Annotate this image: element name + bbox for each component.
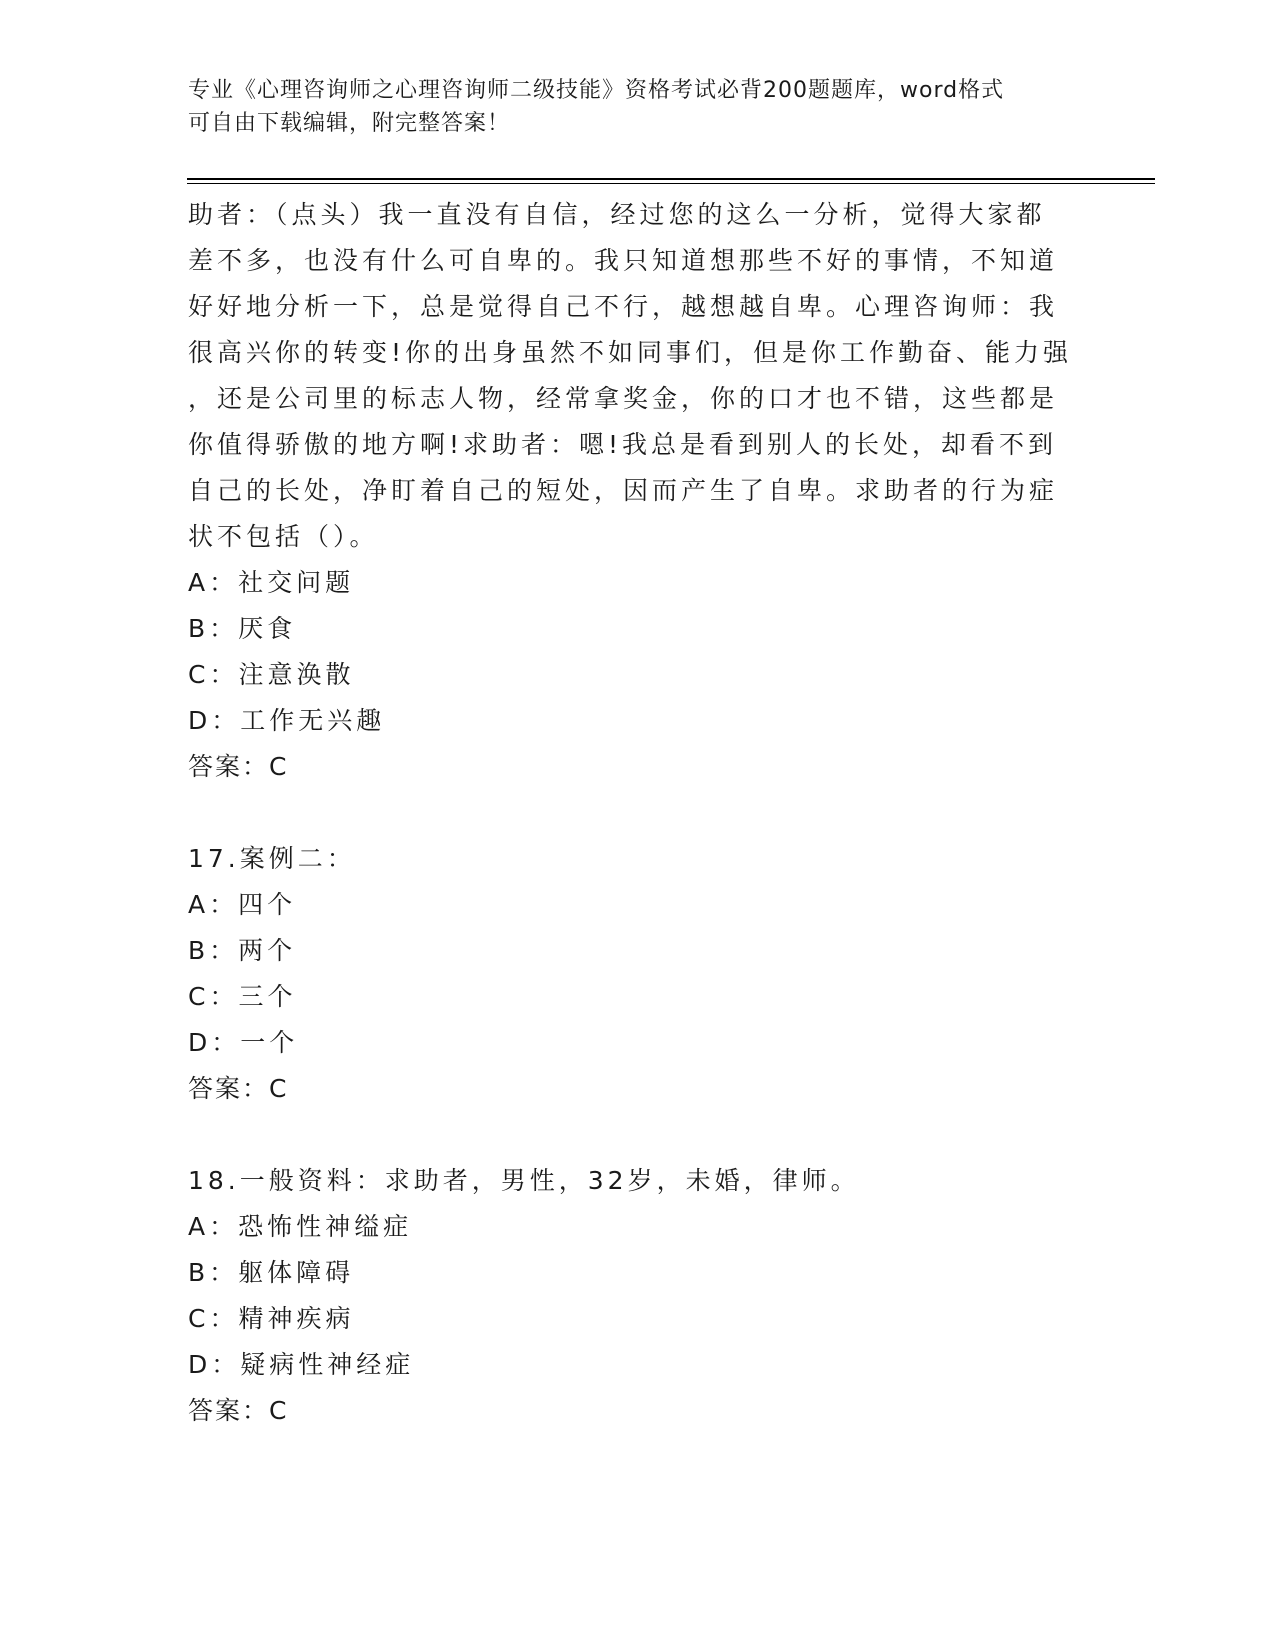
question-text-line: 差不多，也没有什么可自卑的。我只知道想那些不好的事情，不知道 xyxy=(188,246,1059,275)
option-b: B：两个 xyxy=(188,936,297,965)
question-text-line: 状不包括（）。 xyxy=(188,522,379,551)
question-stem: 18.一般资料：求助者，男性，32岁，未婚，律师。 xyxy=(188,1166,860,1195)
option-d: D：工作无兴趣 xyxy=(188,706,386,735)
option-a: A：四个 xyxy=(188,890,297,919)
document-header xyxy=(188,74,1088,140)
question-stem: 17.案例二： xyxy=(188,844,356,873)
header-divider-thin xyxy=(187,183,1155,184)
header-line-1: 专业《心理咨询师之心理咨询师二级技能》资格考试必背200题题库，word格式 xyxy=(188,78,1005,103)
answer-line: 答案：C xyxy=(188,1396,289,1425)
option-b: B：躯体障碍 xyxy=(188,1258,355,1287)
question-text-line: 好好地分析一下，总是觉得自己不行，越想越自卑。心理咨询师：我 xyxy=(188,292,1059,321)
header-divider-thick xyxy=(187,178,1155,180)
spacer xyxy=(188,790,1108,836)
question-text-line: 助者：（点头）我一直没有自信，经过您的这么一分析，觉得大家都 xyxy=(188,200,1046,229)
option-d: D：一个 xyxy=(188,1028,299,1057)
option-a: A：恐怖性神缢症 xyxy=(188,1212,413,1241)
question-text-line: 你值得骄傲的地方啊!求助者：嗯!我总是看到别人的长处，却看不到 xyxy=(188,430,1058,459)
option-c: C：精神疾病 xyxy=(188,1304,355,1333)
spacer xyxy=(188,1112,1108,1158)
question-text-line: ，还是公司里的标志人物，经常拿奖金，你的口才也不错，这些都是 xyxy=(188,384,1059,413)
option-a: A：社交问题 xyxy=(188,568,355,597)
answer-line: 答案：C xyxy=(188,752,289,781)
option-c: C：注意涣散 xyxy=(188,660,355,689)
option-b: B：厌食 xyxy=(188,614,297,643)
question-16 xyxy=(188,192,1108,790)
option-c: C：三个 xyxy=(188,982,297,1011)
document-body xyxy=(188,192,1108,1434)
header-line-2: 可自由下载编辑，附完整答案！ xyxy=(188,111,511,136)
option-d: D：疑病性神经症 xyxy=(188,1350,415,1379)
answer-line: 答案：C xyxy=(188,1074,289,1103)
question-text-line: 很高兴你的转变!你的出身虽然不如同事们，但是你工作勤奋、能力强 xyxy=(188,338,1073,367)
question-17 xyxy=(188,836,1108,1112)
question-18 xyxy=(188,1158,1108,1434)
question-text-line: 自己的长处，净盯着自己的短处，因而产生了自卑。求助者的行为症 xyxy=(188,476,1059,505)
